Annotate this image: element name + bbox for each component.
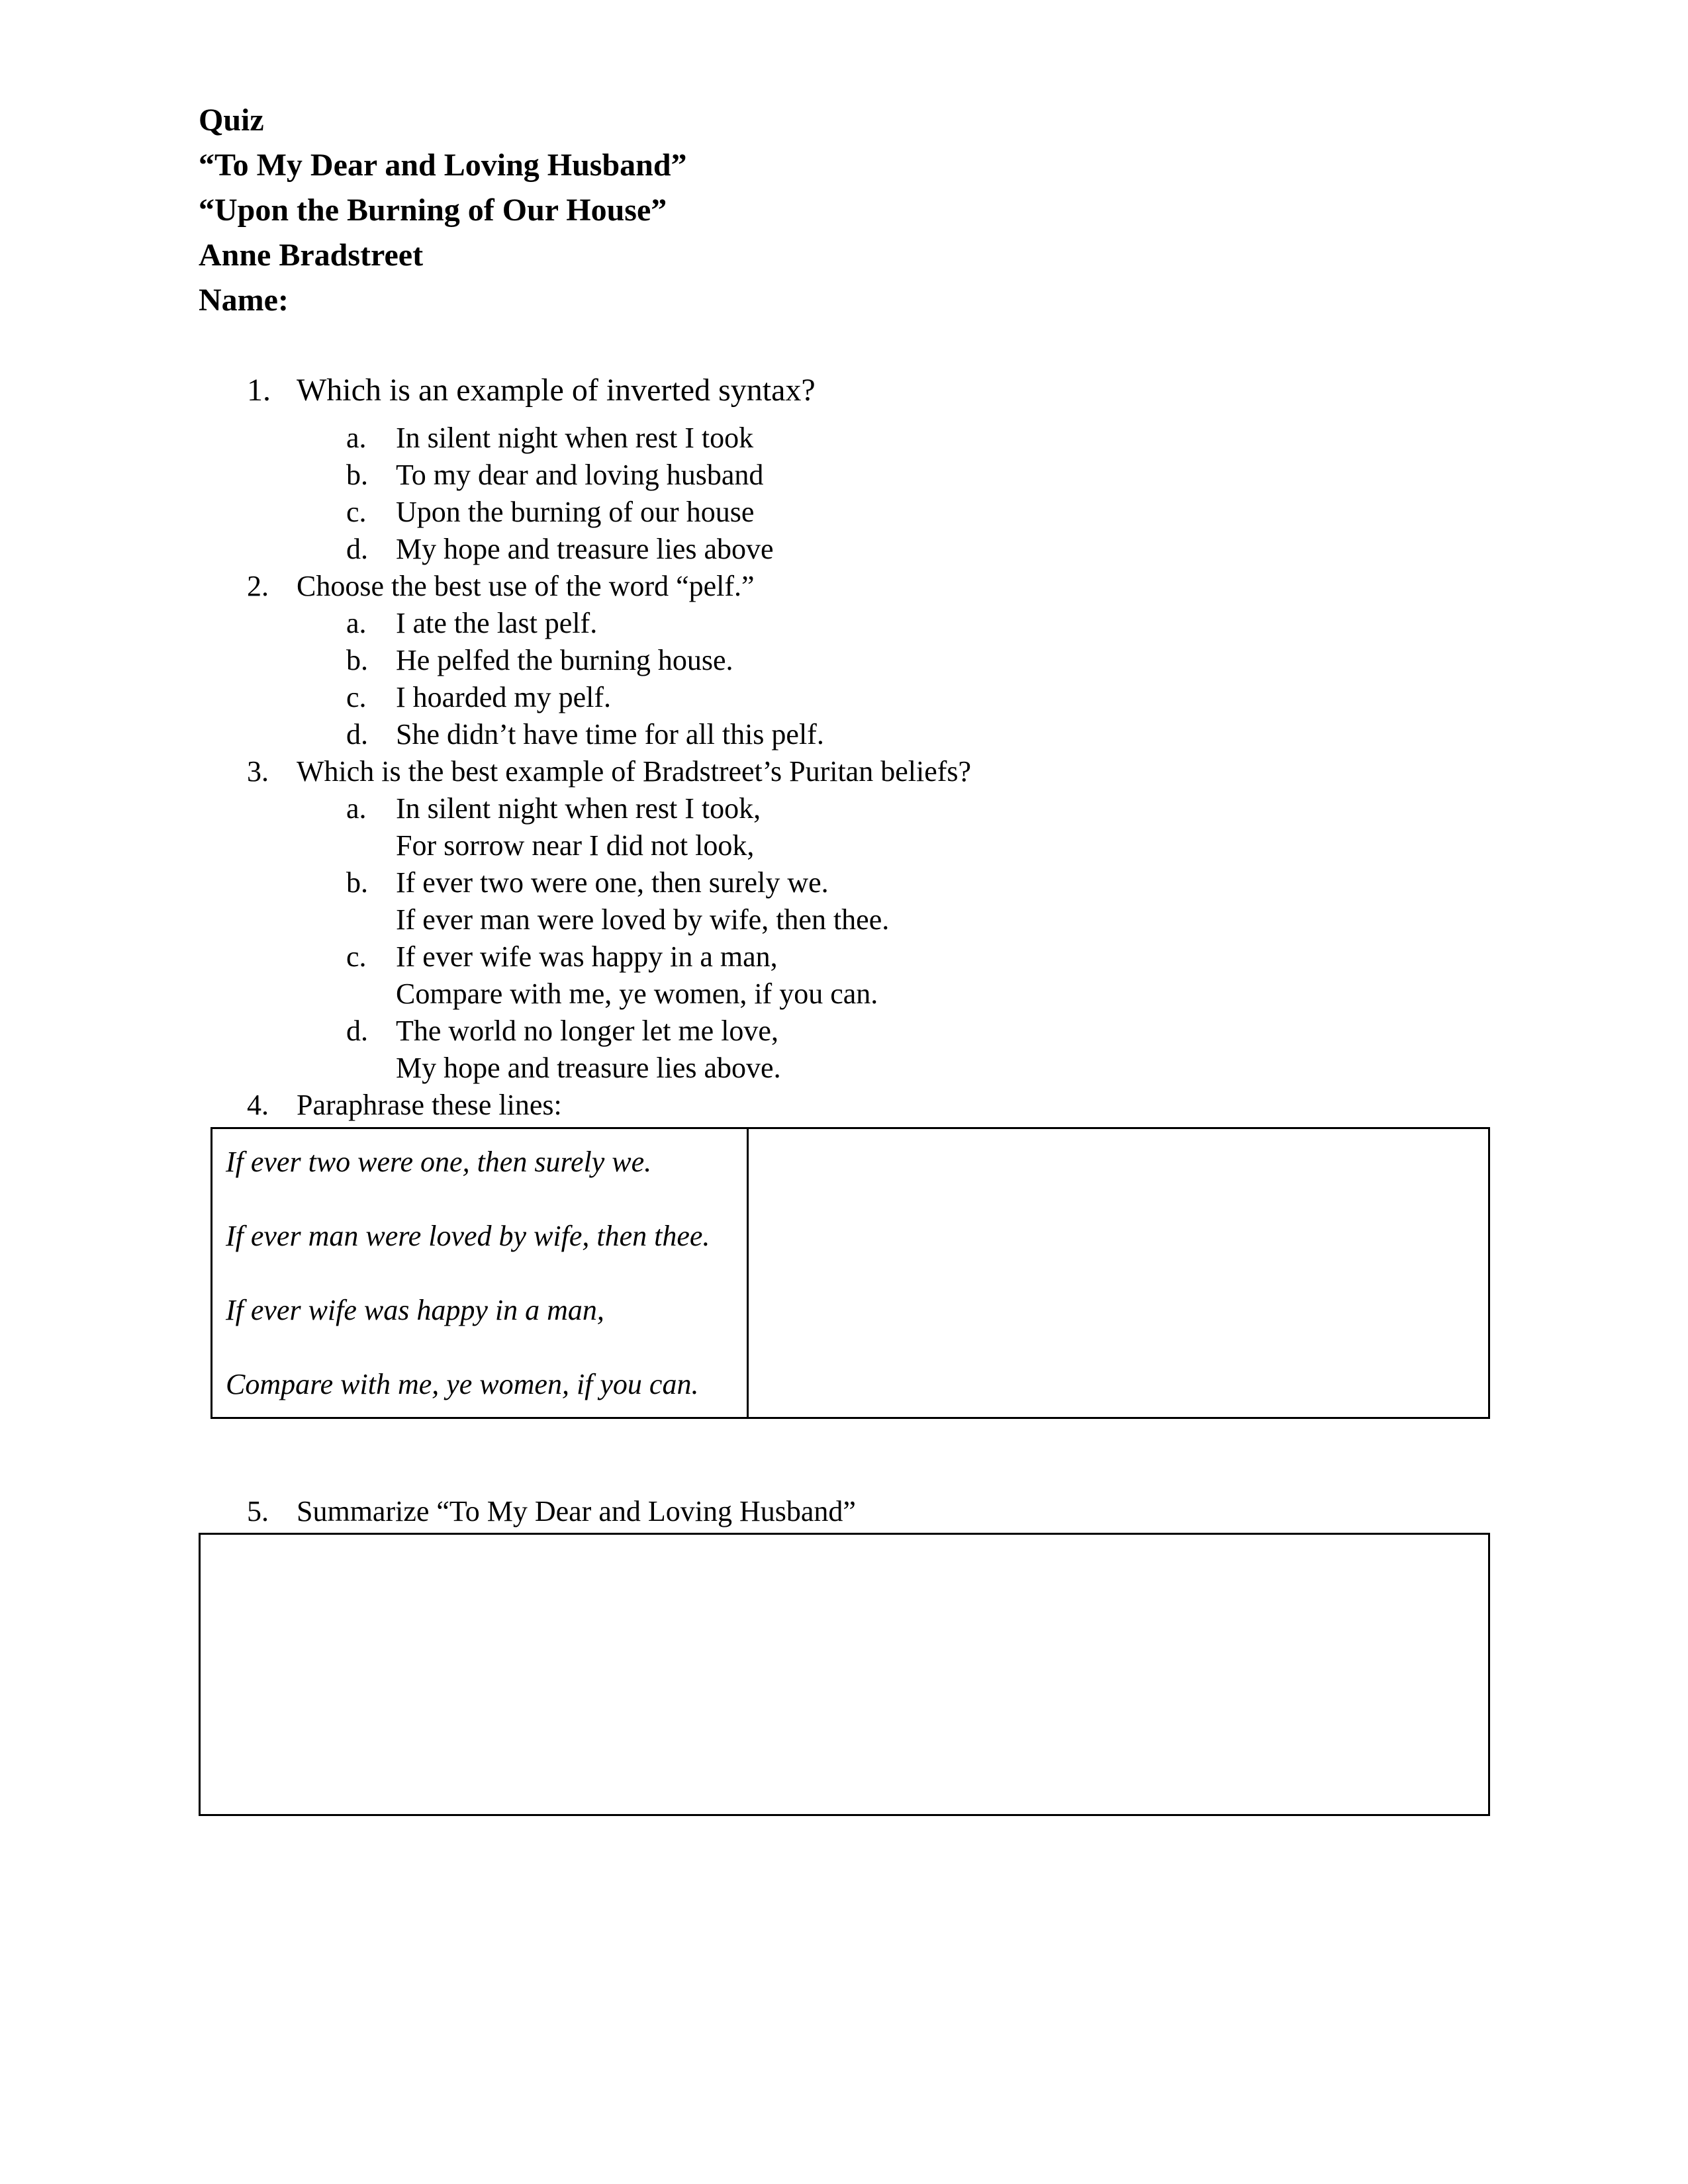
option-letter: d. — [346, 533, 368, 565]
question-number: 3. — [247, 755, 269, 788]
option-letter: d. — [346, 1015, 368, 1047]
question-5 — [247, 1493, 856, 1530]
q3-option-d — [346, 1013, 778, 1050]
q1-option-b — [346, 457, 763, 494]
author-name: Anne Bradstreet — [199, 238, 424, 273]
question-3 — [247, 753, 971, 790]
q3-option-b-line-2: If ever man were loved by wife, then thee. — [396, 903, 890, 936]
option-text: The world no longer let me love, — [396, 1015, 778, 1047]
option-letter: b. — [346, 459, 368, 491]
option-text: If ever two were one, then surely we. — [396, 866, 829, 899]
q2-option-a — [346, 605, 597, 642]
q2-option-b — [346, 642, 733, 679]
option-letter: a. — [346, 422, 367, 454]
question-number: 4. — [247, 1089, 269, 1121]
option-text: To my dear and loving husband — [396, 459, 764, 491]
question-1 — [247, 372, 816, 409]
q3-option-d-line-2: My hope and treasure lies above. — [396, 1052, 781, 1084]
q2-option-c — [346, 679, 611, 716]
question-number: 1. — [247, 373, 271, 408]
verse-line: If ever man were loved by wife, then thee. — [226, 1220, 710, 1252]
paraphrase-source-cell — [212, 1129, 749, 1417]
option-text: My hope and treasure lies above — [396, 533, 774, 565]
option-text: She didn’t have time for all this pelf. — [396, 718, 824, 751]
summary-answer-box[interactable] — [199, 1533, 1490, 1816]
poem-title-2: “Upon the Burning of Our House” — [199, 193, 667, 228]
option-letter: b. — [346, 866, 368, 899]
option-letter: c. — [346, 940, 367, 973]
q3-option-a — [346, 790, 761, 827]
q1-option-a — [346, 420, 753, 457]
question-text: Choose the best use of the word “pelf.” — [297, 570, 755, 602]
question-number: 5. — [247, 1495, 269, 1527]
verse-line: Compare with me, ye women, if you can. — [226, 1368, 699, 1400]
q3-option-a-line-2: For sorrow near I did not look, — [396, 829, 755, 862]
option-text: I ate the last pelf. — [396, 607, 598, 639]
paraphrase-answer-cell[interactable] — [749, 1129, 1488, 1417]
option-letter: c. — [346, 681, 367, 713]
option-text: In silent night when rest I took, — [396, 792, 761, 825]
option-letter: a. — [346, 607, 367, 639]
option-text: I hoarded my pelf. — [396, 681, 611, 713]
question-text: Summarize “To My Dear and Loving Husband” — [297, 1495, 856, 1527]
q1-option-d — [346, 531, 774, 568]
option-letter: d. — [346, 718, 368, 751]
q3-option-b — [346, 864, 829, 901]
quiz-label: Quiz — [199, 103, 264, 138]
paraphrase-table — [211, 1127, 1490, 1419]
quiz-header — [199, 98, 687, 323]
option-letter: b. — [346, 644, 368, 676]
option-letter: c. — [346, 496, 367, 528]
q1-option-c — [346, 494, 754, 531]
q2-option-d — [346, 716, 824, 753]
poem-title-1: “To My Dear and Loving Husband” — [199, 148, 687, 183]
question-text: Which is an example of inverted syntax? — [297, 373, 816, 408]
verse-line: If ever two were one, then surely we. — [226, 1146, 652, 1178]
question-number: 2. — [247, 570, 269, 602]
verse-line: If ever wife was happy in a man, — [226, 1294, 604, 1326]
q3-option-c — [346, 938, 778, 976]
option-text: If ever wife was happy in a man, — [396, 940, 778, 973]
option-text: He pelfed the burning house. — [396, 644, 733, 676]
student-name-label: Name: — [199, 283, 289, 318]
option-letter: a. — [346, 792, 367, 825]
option-text: Upon the burning of our house — [396, 496, 755, 528]
question-text: Which is the best example of Bradstreet’s Puritan beliefs? — [297, 755, 972, 788]
question-2 — [247, 568, 755, 605]
q3-option-c-line-2: Compare with me, ye women, if you can. — [396, 978, 878, 1010]
question-text: Paraphrase these lines: — [297, 1089, 562, 1121]
option-text: In silent night when rest I took — [396, 422, 754, 454]
question-4 — [247, 1087, 562, 1124]
